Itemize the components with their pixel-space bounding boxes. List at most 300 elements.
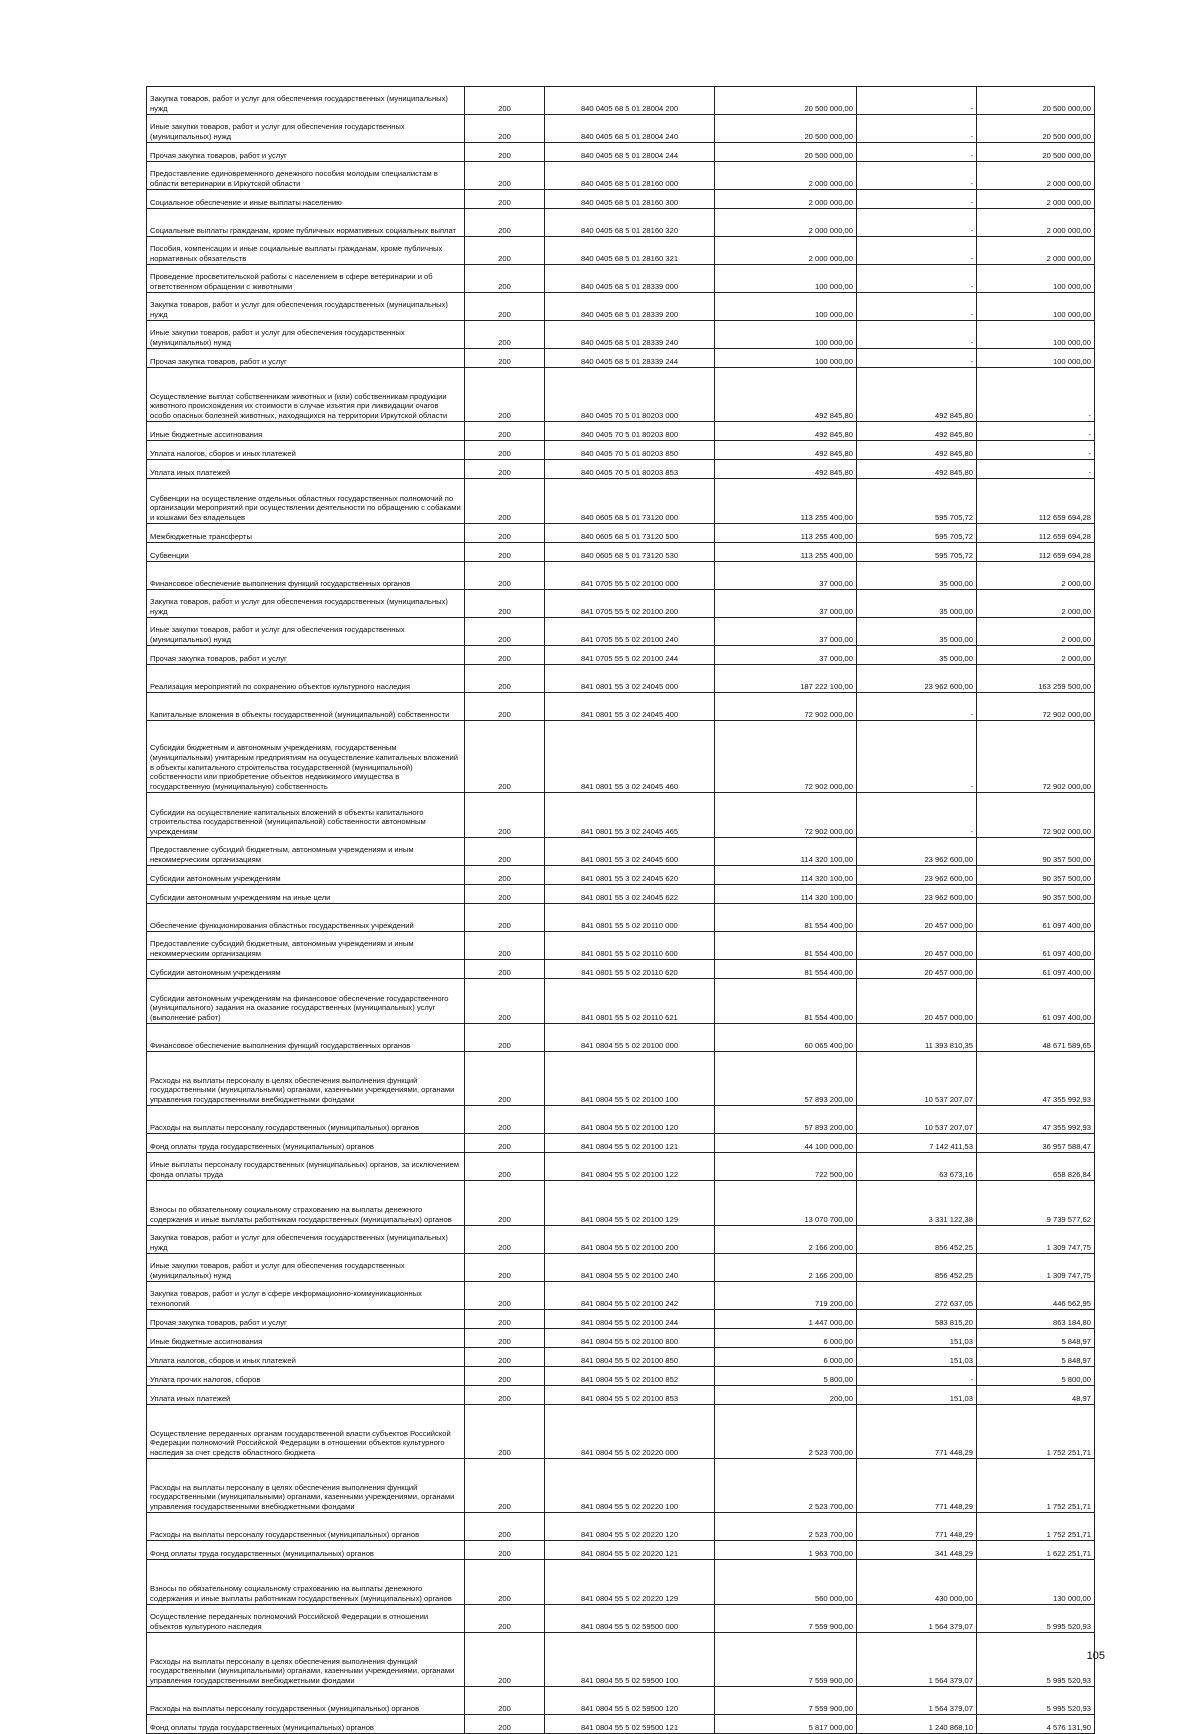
expense-name-cell: Расходы на выплаты персоналу государственных (муниципальных) органов [147, 1106, 465, 1134]
expense-name-cell: Закупка товаров, работ и услуг для обеспечения государственных (муниципальных) нужд [147, 87, 465, 115]
expense-name-cell: Расходы на выплаты персоналу государственных (муниципальных) органов [147, 1687, 465, 1715]
expense-name-cell: Фонд оплаты труда государственных (муниципальных) органов [147, 1715, 465, 1734]
table-row [147, 1348, 1095, 1367]
executed-amount-cell: 11 393 810,35 [857, 1024, 977, 1052]
expense-name-cell: Предоставление субсидий бюджетным, автономным учреждениям и иным некоммерческим организациям [147, 838, 465, 866]
unexecuted-amount-cell: 72 902 000,00 [977, 721, 1095, 793]
table-row [147, 590, 1095, 618]
expense-name-cell: Субсидии автономным учреждениям [147, 960, 465, 979]
unexecuted-amount-cell: 100 000,00 [977, 265, 1095, 293]
table-row [147, 1153, 1095, 1181]
classification-code-cell: 841 0804 55 5 02 20100 850 [545, 1348, 715, 1367]
executed-amount-cell: 595 705,72 [857, 524, 977, 543]
expenses-table [146, 86, 1095, 1734]
approved-amount-cell: 719 200,00 [715, 1282, 857, 1310]
expense-name-cell: Прочая закупка товаров, работ и услуг [147, 349, 465, 368]
table-row [147, 562, 1095, 590]
classification-code-cell: 840 0405 70 5 01 80203 800 [545, 422, 715, 441]
unexecuted-amount-cell: 48,97 [977, 1386, 1095, 1405]
line-code-cell: 200 [465, 1541, 545, 1560]
line-code-cell: 200 [465, 1348, 545, 1367]
approved-amount-cell: 2 523 700,00 [715, 1459, 857, 1513]
unexecuted-amount-cell: 72 902 000,00 [977, 793, 1095, 838]
approved-amount-cell: 2 000 000,00 [715, 162, 857, 190]
classification-code-cell: 841 0804 55 5 02 20100 200 [545, 1226, 715, 1254]
approved-amount-cell: 7 559 900,00 [715, 1687, 857, 1715]
classification-code-cell: 841 0705 55 5 02 20100 200 [545, 590, 715, 618]
expense-name-cell: Уплата прочих налогов, сборов [147, 1367, 465, 1386]
line-code-cell: 200 [465, 460, 545, 479]
expense-name-cell: Закупка товаров, работ и услуг для обеспечения государственных (муниципальных) нужд [147, 590, 465, 618]
table-row [147, 321, 1095, 349]
table-row [147, 543, 1095, 562]
classification-code-cell: 841 0705 55 5 02 20100 244 [545, 646, 715, 665]
table-row [147, 1134, 1095, 1153]
unexecuted-amount-cell: - [977, 441, 1095, 460]
approved-amount-cell: 2 166 200,00 [715, 1226, 857, 1254]
approved-amount-cell: 114 320 100,00 [715, 866, 857, 885]
expense-name-cell: Уплата иных платежей [147, 460, 465, 479]
unexecuted-amount-cell: 20 500 000,00 [977, 115, 1095, 143]
executed-amount-cell: - [857, 162, 977, 190]
budget-execution-table [146, 86, 1094, 1734]
expense-name-cell: Пособия, компенсации и иные социальные выплаты гражданам, кроме публичных нормативных обязательств [147, 237, 465, 265]
classification-code-cell: 841 0804 55 5 02 20100 240 [545, 1254, 715, 1282]
executed-amount-cell: 63 673,16 [857, 1153, 977, 1181]
classification-code-cell: 840 0405 70 5 01 80203 850 [545, 441, 715, 460]
line-code-cell: 200 [465, 1459, 545, 1513]
classification-code-cell: 841 0804 55 5 02 20220 120 [545, 1513, 715, 1541]
approved-amount-cell: 2 166 200,00 [715, 1254, 857, 1282]
line-code-cell: 200 [465, 524, 545, 543]
unexecuted-amount-cell: 20 500 000,00 [977, 87, 1095, 115]
table-row [147, 265, 1095, 293]
classification-code-cell: 841 0804 55 5 02 59500 121 [545, 1715, 715, 1734]
executed-amount-cell: 1 564 379,07 [857, 1633, 977, 1687]
approved-amount-cell: 20 500 000,00 [715, 143, 857, 162]
line-code-cell: 200 [465, 143, 545, 162]
table-row [147, 1367, 1095, 1386]
executed-amount-cell: - [857, 143, 977, 162]
classification-code-cell: 841 0801 55 3 02 24045 622 [545, 885, 715, 904]
unexecuted-amount-cell: 100 000,00 [977, 293, 1095, 321]
table-body [147, 87, 1095, 1734]
table-row [147, 1513, 1095, 1541]
table-row [147, 209, 1095, 237]
unexecuted-amount-cell: 163 259 500,00 [977, 665, 1095, 693]
line-code-cell: 200 [465, 1513, 545, 1541]
unexecuted-amount-cell: 47 355 992,93 [977, 1106, 1095, 1134]
table-row [147, 1459, 1095, 1513]
unexecuted-amount-cell: 48 671 589,65 [977, 1024, 1095, 1052]
table-row [147, 904, 1095, 932]
classification-code-cell: 840 0405 68 5 01 28004 244 [545, 143, 715, 162]
expense-name-cell: Субсидии автономным учреждениям на иные цели [147, 885, 465, 904]
expense-name-cell: Расходы на выплаты персоналу в целях обеспечения выполнения функций государственными (муниципальными) органами, казенными учреждениями, органами управления государственными внебюджетными фондами [147, 1633, 465, 1687]
table-row [147, 721, 1095, 793]
expense-name-cell: Капитальные вложения в объекты государственной (муниципальной) собственности [147, 693, 465, 721]
line-code-cell: 200 [465, 441, 545, 460]
approved-amount-cell: 114 320 100,00 [715, 885, 857, 904]
line-code-cell: 200 [465, 1024, 545, 1052]
line-code-cell: 200 [465, 1226, 545, 1254]
unexecuted-amount-cell: 5 800,00 [977, 1367, 1095, 1386]
expense-name-cell: Финансовое обеспечение выполнения функций государственных органов [147, 1024, 465, 1052]
line-code-cell: 200 [465, 265, 545, 293]
expense-name-cell: Расходы на выплаты персоналу в целях обеспечения выполнения функций государственными (муниципальными) органами, казенными учреждениями, органами управления государственными внебюджетными фондами [147, 1052, 465, 1106]
executed-amount-cell: 23 962 600,00 [857, 885, 977, 904]
executed-amount-cell: 10 537 207,07 [857, 1052, 977, 1106]
unexecuted-amount-cell: 90 357 500,00 [977, 838, 1095, 866]
unexecuted-amount-cell: 1 752 251,71 [977, 1405, 1095, 1459]
classification-code-cell: 841 0804 55 5 02 20220 121 [545, 1541, 715, 1560]
classification-code-cell: 841 0801 55 3 02 24045 000 [545, 665, 715, 693]
expense-name-cell: Предоставление единовременного денежного пособия молодым специалистам в области ветеринарии в Иркутской области [147, 162, 465, 190]
unexecuted-amount-cell: 5 848,97 [977, 1348, 1095, 1367]
classification-code-cell: 841 0804 55 5 02 20100 852 [545, 1367, 715, 1386]
table-row [147, 618, 1095, 646]
expense-name-cell: Обеспечение функционирования областных государственных учреждений [147, 904, 465, 932]
executed-amount-cell: - [857, 321, 977, 349]
classification-code-cell: 841 0804 55 5 02 20100 000 [545, 1024, 715, 1052]
classification-code-cell: 841 0801 55 3 02 24045 400 [545, 693, 715, 721]
table-row [147, 1715, 1095, 1734]
table-row [147, 143, 1095, 162]
expense-name-cell: Закупка товаров, работ и услуг для обеспечения государственных (муниципальных) нужд [147, 293, 465, 321]
unexecuted-amount-cell: 1 622 251,71 [977, 1541, 1095, 1560]
table-row [147, 1405, 1095, 1459]
classification-code-cell: 840 0405 68 5 01 28160 300 [545, 190, 715, 209]
expense-name-cell: Закупка товаров, работ и услуг в сфере информационно-коммуникационных технологий [147, 1282, 465, 1310]
unexecuted-amount-cell: 2 000,00 [977, 590, 1095, 618]
classification-code-cell: 841 0801 55 5 02 20110 000 [545, 904, 715, 932]
executed-amount-cell: 23 962 600,00 [857, 838, 977, 866]
classification-code-cell: 841 0801 55 5 02 20110 600 [545, 932, 715, 960]
table-row [147, 693, 1095, 721]
approved-amount-cell: 492 845,80 [715, 368, 857, 422]
table-row [147, 1541, 1095, 1560]
approved-amount-cell: 7 559 900,00 [715, 1605, 857, 1633]
table-row [147, 1605, 1095, 1633]
executed-amount-cell: 35 000,00 [857, 618, 977, 646]
table-row [147, 1254, 1095, 1282]
unexecuted-amount-cell: 9 739 577,62 [977, 1181, 1095, 1226]
expense-name-cell: Прочая закупка товаров, работ и услуг [147, 646, 465, 665]
table-row [147, 838, 1095, 866]
line-code-cell: 200 [465, 904, 545, 932]
approved-amount-cell: 2 000 000,00 [715, 237, 857, 265]
line-code-cell: 200 [465, 1715, 545, 1734]
classification-code-cell: 841 0801 55 3 02 24045 620 [545, 866, 715, 885]
executed-amount-cell: - [857, 721, 977, 793]
table-row [147, 1282, 1095, 1310]
approved-amount-cell: 187 222 100,00 [715, 665, 857, 693]
classification-code-cell: 841 0804 55 5 02 59500 100 [545, 1633, 715, 1687]
classification-code-cell: 841 0705 55 5 02 20100 240 [545, 618, 715, 646]
executed-amount-cell: 151,03 [857, 1329, 977, 1348]
table-row [147, 293, 1095, 321]
line-code-cell: 200 [465, 885, 545, 904]
classification-code-cell: 841 0804 55 5 02 20220 129 [545, 1560, 715, 1605]
line-code-cell: 200 [465, 1367, 545, 1386]
executed-amount-cell: 856 452,25 [857, 1226, 977, 1254]
line-code-cell: 200 [465, 721, 545, 793]
table-row [147, 1633, 1095, 1687]
line-code-cell: 200 [465, 866, 545, 885]
table-row [147, 460, 1095, 479]
classification-code-cell: 841 0804 55 5 02 20100 244 [545, 1310, 715, 1329]
table-row [147, 932, 1095, 960]
classification-code-cell: 841 0801 55 3 02 24045 465 [545, 793, 715, 838]
executed-amount-cell: 20 457 000,00 [857, 904, 977, 932]
executed-amount-cell: 595 705,72 [857, 479, 977, 524]
table-row [147, 1329, 1095, 1348]
line-code-cell: 200 [465, 1560, 545, 1605]
approved-amount-cell: 113 255 400,00 [715, 543, 857, 562]
table-row [147, 960, 1095, 979]
executed-amount-cell: 771 448,29 [857, 1405, 977, 1459]
table-row [147, 1052, 1095, 1106]
approved-amount-cell: 2 000 000,00 [715, 190, 857, 209]
classification-code-cell: 840 0605 68 5 01 73120 000 [545, 479, 715, 524]
classification-code-cell: 841 0804 55 5 02 20100 120 [545, 1106, 715, 1134]
approved-amount-cell: 6 000,00 [715, 1329, 857, 1348]
classification-code-cell: 841 0804 55 5 02 59500 120 [545, 1687, 715, 1715]
table-row [147, 479, 1095, 524]
expense-name-cell: Осуществление переданных органам государственной власти субъектов Российской Федерации полномочий Российской Федерации в отношении объектов культурного наследия за счет средств областного бюджета [147, 1405, 465, 1459]
executed-amount-cell: - [857, 349, 977, 368]
executed-amount-cell: - [857, 237, 977, 265]
table-row [147, 979, 1095, 1024]
expense-name-cell: Иные бюджетные ассигнования [147, 422, 465, 441]
unexecuted-amount-cell: 100 000,00 [977, 349, 1095, 368]
classification-code-cell: 841 0801 55 3 02 24045 600 [545, 838, 715, 866]
table-row [147, 349, 1095, 368]
executed-amount-cell: 583 815,20 [857, 1310, 977, 1329]
executed-amount-cell: - [857, 115, 977, 143]
expense-name-cell: Расходы на выплаты персоналу в целях обеспечения выполнения функций государственными (муниципальными) органами, казенными учреждениями, органами управления государственными внебюджетными фондами [147, 1459, 465, 1513]
expense-name-cell: Осуществление выплат собственникам животных и (или) собственникам продукции животного происхождения их стоимости в случае изъятия при ликвидации очагов особо опасных болезней животных, находящихся на территории Иркутской области [147, 368, 465, 422]
table-row [147, 115, 1095, 143]
classification-code-cell: 841 0801 55 5 02 20110 620 [545, 960, 715, 979]
table-row [147, 162, 1095, 190]
unexecuted-amount-cell: 2 000 000,00 [977, 162, 1095, 190]
table-row [147, 368, 1095, 422]
unexecuted-amount-cell: 5 848,97 [977, 1329, 1095, 1348]
line-code-cell: 200 [465, 1254, 545, 1282]
executed-amount-cell: 20 457 000,00 [857, 960, 977, 979]
unexecuted-amount-cell: 2 000,00 [977, 618, 1095, 646]
expense-name-cell: Взносы по обязательному социальному страхованию на выплаты денежного содержания и иные выплаты работникам государственных (муниципальных) органов [147, 1181, 465, 1226]
expense-name-cell: Субвенции [147, 543, 465, 562]
executed-amount-cell: 7 142 411,53 [857, 1134, 977, 1153]
approved-amount-cell: 72 902 000,00 [715, 793, 857, 838]
approved-amount-cell: 722 500,00 [715, 1153, 857, 1181]
unexecuted-amount-cell: 47 355 992,93 [977, 1052, 1095, 1106]
unexecuted-amount-cell: 72 902 000,00 [977, 693, 1095, 721]
line-code-cell: 200 [465, 1052, 545, 1106]
classification-code-cell: 840 0405 68 5 01 28339 200 [545, 293, 715, 321]
approved-amount-cell: 72 902 000,00 [715, 721, 857, 793]
page-number: 105 [1086, 1650, 1105, 1662]
approved-amount-cell: 5 817 000,00 [715, 1715, 857, 1734]
classification-code-cell: 840 0405 68 5 01 28004 200 [545, 87, 715, 115]
expense-name-cell: Межбюджетные трансферты [147, 524, 465, 543]
line-code-cell: 200 [465, 1310, 545, 1329]
executed-amount-cell: 492 845,80 [857, 422, 977, 441]
approved-amount-cell: 113 255 400,00 [715, 524, 857, 543]
classification-code-cell: 841 0804 55 5 02 20220 000 [545, 1405, 715, 1459]
line-code-cell: 200 [465, 665, 545, 693]
unexecuted-amount-cell: 90 357 500,00 [977, 866, 1095, 885]
executed-amount-cell: 151,03 [857, 1348, 977, 1367]
executed-amount-cell: 1 564 379,07 [857, 1605, 977, 1633]
expense-name-cell: Субсидии бюджетным и автономным учреждениям, государственным (муниципальным) унитарным предприятиям на осуществление капитальных вложений в объекты капитального строительства государственной (муниципальной) собственности или приобретение объектов недвижимого имущества в государственную (муниципальную) собственность [147, 721, 465, 793]
expense-name-cell: Иные выплаты персоналу государственных (муниципальных) органов, за исключением фонда оплаты труда [147, 1153, 465, 1181]
approved-amount-cell: 560 000,00 [715, 1560, 857, 1605]
approved-amount-cell: 492 845,80 [715, 441, 857, 460]
unexecuted-amount-cell: 100 000,00 [977, 321, 1095, 349]
expense-name-cell: Уплата налогов, сборов и иных платежей [147, 441, 465, 460]
approved-amount-cell: 200,00 [715, 1386, 857, 1405]
expense-name-cell: Взносы по обязательному социальному страхованию на выплаты денежного содержания и иные выплаты работникам государственных (муниципальных) органов [147, 1560, 465, 1605]
unexecuted-amount-cell: - [977, 422, 1095, 441]
line-code-cell: 200 [465, 979, 545, 1024]
approved-amount-cell: 1 963 700,00 [715, 1541, 857, 1560]
approved-amount-cell: 81 554 400,00 [715, 960, 857, 979]
expense-name-cell: Проведение просветительской работы с населением в сфере ветеринарии и об ответственном обращении с животными [147, 265, 465, 293]
line-code-cell: 200 [465, 618, 545, 646]
classification-code-cell: 841 0804 55 5 02 20100 122 [545, 1153, 715, 1181]
line-code-cell: 200 [465, 1386, 545, 1405]
executed-amount-cell: - [857, 190, 977, 209]
line-code-cell: 200 [465, 349, 545, 368]
line-code-cell: 200 [465, 960, 545, 979]
approved-amount-cell: 7 559 900,00 [715, 1633, 857, 1687]
expense-name-cell: Социальное обеспечение и иные выплаты населению [147, 190, 465, 209]
executed-amount-cell: - [857, 293, 977, 321]
classification-code-cell: 841 0801 55 3 02 24045 460 [545, 721, 715, 793]
classification-code-cell: 840 0405 70 5 01 80203 853 [545, 460, 715, 479]
table-row [147, 87, 1095, 115]
executed-amount-cell: - [857, 1367, 977, 1386]
expense-name-cell: Расходы на выплаты персоналу государственных (муниципальных) органов [147, 1513, 465, 1541]
line-code-cell: 200 [465, 293, 545, 321]
executed-amount-cell: 20 457 000,00 [857, 979, 977, 1024]
unexecuted-amount-cell: 2 000,00 [977, 646, 1095, 665]
line-code-cell: 200 [465, 368, 545, 422]
executed-amount-cell: 1 564 379,07 [857, 1687, 977, 1715]
approved-amount-cell: 5 800,00 [715, 1367, 857, 1386]
classification-code-cell: 841 0705 55 5 02 20100 000 [545, 562, 715, 590]
approved-amount-cell: 37 000,00 [715, 618, 857, 646]
executed-amount-cell: 151,03 [857, 1386, 977, 1405]
line-code-cell: 200 [465, 422, 545, 441]
approved-amount-cell: 492 845,80 [715, 422, 857, 441]
approved-amount-cell: 2 523 700,00 [715, 1513, 857, 1541]
executed-amount-cell: 20 457 000,00 [857, 932, 977, 960]
approved-amount-cell: 20 500 000,00 [715, 87, 857, 115]
unexecuted-amount-cell: 61 097 400,00 [977, 960, 1095, 979]
table-row [147, 885, 1095, 904]
approved-amount-cell: 37 000,00 [715, 590, 857, 618]
executed-amount-cell: 771 448,29 [857, 1459, 977, 1513]
unexecuted-amount-cell: 61 097 400,00 [977, 979, 1095, 1024]
approved-amount-cell: 2 523 700,00 [715, 1405, 857, 1459]
approved-amount-cell: 113 255 400,00 [715, 479, 857, 524]
approved-amount-cell: 1 447 000,00 [715, 1310, 857, 1329]
table-row [147, 866, 1095, 885]
approved-amount-cell: 57 893 200,00 [715, 1106, 857, 1134]
approved-amount-cell: 13 070 700,00 [715, 1181, 857, 1226]
table-row [147, 237, 1095, 265]
line-code-cell: 200 [465, 543, 545, 562]
executed-amount-cell: 1 240 868,10 [857, 1715, 977, 1734]
table-row [147, 190, 1095, 209]
executed-amount-cell: 35 000,00 [857, 590, 977, 618]
expense-name-cell: Субсидии на осуществление капитальных вложений в объекты капитального строительства государственной (муниципальной) собственности автономным учреждениям [147, 793, 465, 838]
classification-code-cell: 840 0405 68 5 01 28004 240 [545, 115, 715, 143]
expense-name-cell: Осуществление переданных полномочий Российской Федерации в отношении объектов культурного наследия [147, 1605, 465, 1633]
unexecuted-amount-cell: 112 659 694,28 [977, 524, 1095, 543]
unexecuted-amount-cell: - [977, 460, 1095, 479]
approved-amount-cell: 100 000,00 [715, 293, 857, 321]
expense-name-cell: Реализация мероприятий по сохранению объектов культурного наследия [147, 665, 465, 693]
line-code-cell: 200 [465, 321, 545, 349]
unexecuted-amount-cell: 20 500 000,00 [977, 143, 1095, 162]
line-code-cell: 200 [465, 1181, 545, 1226]
executed-amount-cell: 771 448,29 [857, 1513, 977, 1541]
unexecuted-amount-cell: 446 562,95 [977, 1282, 1095, 1310]
classification-code-cell: 840 0405 68 5 01 28339 244 [545, 349, 715, 368]
line-code-cell: 200 [465, 209, 545, 237]
line-code-cell: 200 [465, 479, 545, 524]
line-code-cell: 200 [465, 793, 545, 838]
line-code-cell: 200 [465, 1134, 545, 1153]
unexecuted-amount-cell: 36 957 588,47 [977, 1134, 1095, 1153]
line-code-cell: 200 [465, 1282, 545, 1310]
line-code-cell: 200 [465, 1329, 545, 1348]
expense-name-cell: Иные закупки товаров, работ и услуг для обеспечения государственных (муниципальных) нужд [147, 115, 465, 143]
approved-amount-cell: 81 554 400,00 [715, 979, 857, 1024]
table-row [147, 793, 1095, 838]
executed-amount-cell: - [857, 209, 977, 237]
expense-name-cell: Финансовое обеспечение выполнения функций государственных органов [147, 562, 465, 590]
expense-name-cell: Субсидии автономным учреждениям [147, 866, 465, 885]
table-row [147, 441, 1095, 460]
approved-amount-cell: 37 000,00 [715, 646, 857, 665]
executed-amount-cell: 23 962 600,00 [857, 866, 977, 885]
executed-amount-cell: 595 705,72 [857, 543, 977, 562]
approved-amount-cell: 100 000,00 [715, 265, 857, 293]
expense-name-cell: Иные бюджетные ассигнования [147, 1329, 465, 1348]
executed-amount-cell: 492 845,80 [857, 460, 977, 479]
unexecuted-amount-cell: 5 995 520,93 [977, 1605, 1095, 1633]
executed-amount-cell: 492 845,80 [857, 441, 977, 460]
line-code-cell: 200 [465, 1687, 545, 1715]
approved-amount-cell: 100 000,00 [715, 321, 857, 349]
expense-name-cell: Фонд оплаты труда государственных (муниципальных) органов [147, 1134, 465, 1153]
executed-amount-cell: 35 000,00 [857, 646, 977, 665]
line-code-cell: 200 [465, 1633, 545, 1687]
line-code-cell: 200 [465, 1106, 545, 1134]
table-row [147, 1226, 1095, 1254]
expense-name-cell: Уплата налогов, сборов и иных платежей [147, 1348, 465, 1367]
line-code-cell: 200 [465, 162, 545, 190]
unexecuted-amount-cell: 2 000,00 [977, 562, 1095, 590]
unexecuted-amount-cell: - [977, 368, 1095, 422]
classification-code-cell: 841 0804 55 5 02 20100 800 [545, 1329, 715, 1348]
